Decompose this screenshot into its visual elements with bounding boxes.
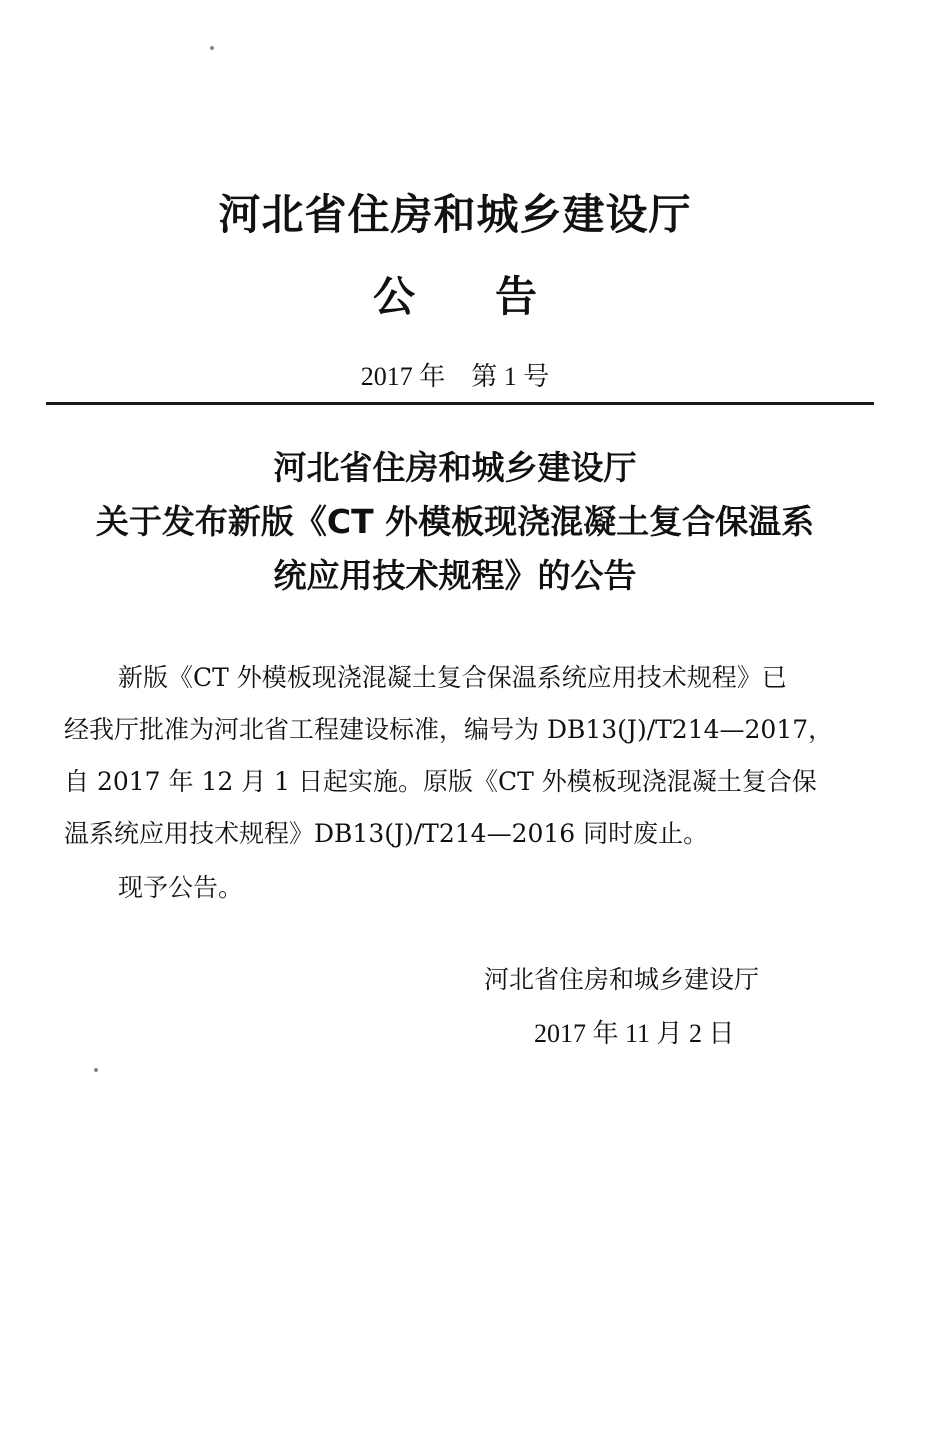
signature-date: 2017 年 11 月 2 日 — [534, 1019, 735, 1048]
agency-title: 河北省住房和城乡建设厅 — [218, 190, 692, 239]
body-line: 经我厅批准为河北省工程建设标准，编号为 DB13(J)/T214—2017， — [64, 715, 834, 744]
scan-speck — [94, 1068, 98, 1072]
signature-organization: 河北省住房和城乡建设厅 — [484, 965, 760, 994]
body-line: 温系统应用技术规程》DB13(J)/T214—2016 同时废止。 — [64, 819, 709, 848]
header-divider — [46, 402, 874, 405]
scan-speck — [210, 46, 214, 50]
notice-word: 公告 — [372, 272, 617, 321]
issue-sequence: 第 1 号 — [471, 362, 550, 391]
heading-line: 统应用技术规程》的公告 — [273, 556, 637, 595]
closing-statement: 现予公告。 — [118, 873, 244, 902]
issue-number — [0, 356, 910, 393]
body-line: 自 2017 年 12 月 1 日起实施。原版《CT 外模板现浇混凝土复合保 — [64, 767, 817, 796]
issue-year: 2017 年 — [360, 362, 446, 391]
heading-line: 关于发布新版《CT 外模板现浇混凝土复合保温系 — [95, 502, 815, 541]
heading-line: 河北省住房和城乡建设厅 — [273, 448, 637, 487]
body-paragraph — [64, 652, 850, 860]
body-line: 新版《CT 外模板现浇混凝土复合保温系统应用技术规程》已 — [118, 663, 787, 692]
document-heading — [40, 441, 870, 603]
